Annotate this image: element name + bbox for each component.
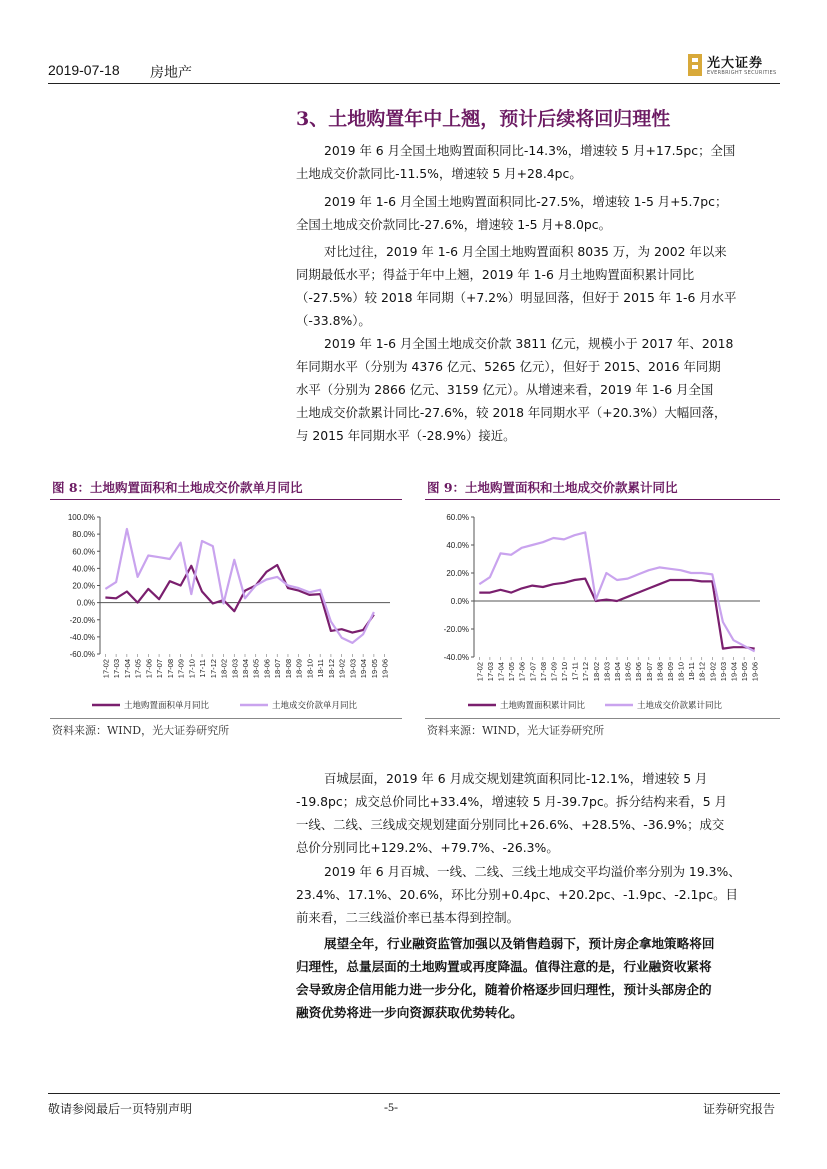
series-line-1: [479, 579, 754, 649]
text-line: （-27.5%）较 2018 年同期（+7.2%）明显回落，但好于 2015 年 1-6 月水平: [296, 290, 737, 305]
x-tick-label: 19-05: [369, 659, 379, 679]
logo-name-en: EVERBRIGHT SECURITIES: [707, 70, 777, 76]
text-line: 2019 年 1-6 月全国土地购置面积同比-27.5%，增速较 1-5 月+5.7pc；: [324, 194, 728, 209]
text-line: 土地成交价款同比-11.5%，增速较 5 月+28.4pc。: [296, 166, 582, 181]
x-tick-label: 19-03: [718, 662, 728, 682]
x-tick-label: 18-04: [241, 659, 250, 679]
x-tick-label: 17-07: [155, 659, 165, 679]
text-line: -19.8pc；成交总价同比+33.4%，增速较 5 月-39.7pc。拆分结构来看，5 月: [296, 794, 728, 809]
footer-divider: [48, 1093, 780, 1094]
y-tick-label: 0.0%: [76, 598, 95, 608]
y-tick-label: -40.0%: [443, 653, 469, 662]
text-line: 同期最低水平；得益于年中上翘，2019 年 1-6 月土地购置面积累计同比: [296, 267, 695, 282]
figure-8-title: 图 8：土地购置面积和土地成交价款单月同比: [52, 480, 303, 495]
figure-8-chart: [50, 503, 402, 718]
x-tick-label: 19-02: [337, 659, 347, 679]
text-line: 2019 年 1-6 月全国土地成交价款 3811 亿元，规模小于 2017 年、2018: [324, 336, 734, 351]
x-tick-label: 18-06: [262, 659, 272, 679]
x-tick-label: 18-12: [326, 659, 336, 679]
y-tick-label: 40.0%: [446, 541, 469, 550]
figure-9-chart: [425, 503, 780, 718]
x-tick-label: 17-11: [570, 662, 580, 681]
text-line: 与 2015 年同期水平（-28.9%）接近。: [296, 428, 516, 443]
text-line: 前来看，二三线溢价率已基本得到控制。: [296, 910, 520, 925]
x-tick-label: 17-06: [517, 662, 527, 682]
footer-report-type: 证券研究报告: [703, 1102, 776, 1116]
y-tick-label: 60.0%: [72, 547, 95, 557]
figure-9-source: 资料来源：WIND，光大证券研究所: [427, 724, 605, 737]
x-tick-label: 17-03: [112, 659, 122, 679]
footer-disclaimer: 敬请参阅最后一页特别声明: [48, 1102, 193, 1116]
legend-label: 土地购置面积累计同比: [500, 700, 586, 710]
x-tick-label: 17-08: [538, 662, 548, 682]
x-tick-label: 19-06: [380, 659, 390, 679]
figure-8-source: 资料来源：WIND，光大证券研究所: [52, 724, 230, 737]
text-line: 土地成交价款累计同比-27.6%，较 2018 年同期水平（+20.3%）大幅回落，: [296, 405, 727, 420]
x-tick-label: 18-10: [305, 659, 315, 679]
x-tick-label: 18-11: [687, 662, 697, 681]
x-tick-label: 18-06: [634, 662, 644, 682]
x-tick-label: 17-05: [133, 659, 143, 679]
figure-8-top-rule: [50, 499, 402, 500]
x-tick-label: 17-10: [560, 662, 570, 682]
figure-9-bottom-rule: [425, 718, 780, 719]
x-tick-label: 17-07: [528, 662, 538, 682]
y-tick-label: -60.0%: [69, 650, 95, 659]
x-tick-label: 18-12: [697, 662, 707, 682]
text-line: 归理性，总量层面的土地购置或再度降温。值得注意的是，行业融资收紧将: [296, 959, 712, 974]
text-line: 全国土地成交价款同比-27.6%，增速较 1-5 月+8.0pc。: [296, 217, 611, 232]
legend-label: 土地购置面积单月同比: [124, 700, 210, 710]
header-divider: [48, 83, 780, 84]
x-tick-label: 17-04: [496, 662, 506, 682]
x-tick-label: 17-04: [122, 659, 132, 679]
page-number: -5-: [384, 1100, 398, 1114]
x-tick-label: 17-08: [165, 659, 175, 679]
text-line: 2019 年 6 月全国土地购置面积同比-14.3%，增速较 5 月+17.5pc；全国: [324, 143, 736, 158]
y-tick-label: 0.0%: [450, 597, 469, 606]
figure-9-top-rule: [425, 499, 780, 500]
y-tick-label: -40.0%: [69, 632, 95, 642]
x-tick-label: 19-06: [750, 662, 760, 682]
x-tick-label: 18-02: [219, 659, 229, 679]
x-tick-label: 17-10: [187, 659, 197, 679]
text-line: （-33.8%）。: [296, 313, 371, 328]
x-tick-label: 19-05: [740, 662, 750, 682]
text-line: 展望全年，行业融资监管加强以及销售趋弱下，预计房企拿地策略将回: [324, 936, 715, 951]
paragraph-6: [296, 860, 780, 929]
logo-mark-icon: [688, 54, 702, 76]
y-tick-label: 20.0%: [446, 569, 469, 578]
paragraph-5: [296, 767, 780, 859]
text-line: 年同期水平（分别为 4376 亿元、5265 亿元），但好于 2015、2016 年同期: [296, 359, 721, 374]
y-tick-label: -20.0%: [69, 615, 95, 625]
conclusion-paragraph: [296, 932, 780, 1024]
text-line: 23.4%、17.1%、20.6%，环比分别+0.4pc、+20.2pc、-1.9pc、-2.1pc。目: [296, 887, 738, 902]
logo-name-cn: 光大证券: [707, 56, 764, 71]
paragraph-2: [296, 190, 776, 236]
x-tick-label: 18-07: [644, 662, 654, 682]
x-tick-label: 18-08: [655, 662, 665, 682]
x-tick-label: 18-05: [623, 662, 633, 682]
x-tick-label: 19-02: [708, 662, 718, 682]
report-industry: 房地产: [150, 65, 192, 81]
x-tick-label: 18-05: [251, 659, 261, 679]
x-tick-label: 17-03: [485, 662, 495, 682]
x-tick-label: 18-09: [294, 659, 304, 679]
x-tick-label: 18-03: [230, 659, 240, 679]
paragraph-1: [296, 139, 776, 185]
x-tick-label: 18-11: [316, 659, 326, 678]
text-line: 百城层面，2019 年 6 月成交规划建筑面积同比-12.1%，增速较 5 月: [324, 771, 708, 786]
figure-9-title: 图 9：土地购置面积和土地成交价款累计同比: [427, 480, 678, 495]
text-line: 融资优势将进一步向资源获取优势转化。: [296, 1005, 523, 1020]
x-tick-label: 18-09: [665, 662, 675, 682]
y-tick-label: -20.0%: [443, 625, 469, 634]
x-tick-label: 18-04: [613, 662, 622, 682]
section-title: 3、土地购置年中上翘，预计后续将回归理性: [296, 108, 671, 130]
x-tick-label: 17-12: [581, 662, 591, 682]
y-tick-label: 100.0%: [67, 513, 95, 522]
x-tick-label: 19-03: [348, 659, 358, 679]
text-line: 2019 年 6 月百城、一线、二线、三线土地成交平均溢价率分别为 19.3%、: [324, 864, 741, 879]
x-tick-label: 17-12: [208, 659, 218, 679]
x-tick-label: 18-08: [283, 659, 293, 679]
x-tick-label: 17-05: [507, 662, 517, 682]
y-tick-label: 80.0%: [72, 530, 95, 540]
text-line: 水平（分别为 2866 亿元、3159 亿元）。从增速来看，2019 年 1-6 月全国: [296, 382, 714, 397]
x-tick-label: 18-02: [591, 662, 601, 682]
y-tick-label: 40.0%: [72, 564, 95, 574]
legend-label: 土地成交价款累计同比: [637, 700, 723, 710]
y-tick-label: 20.0%: [72, 581, 95, 591]
x-tick-label: 17-09: [549, 662, 559, 682]
x-tick-label: 18-03: [602, 662, 612, 682]
x-tick-label: 19-04: [359, 659, 369, 679]
text-line: 会导致房企信用能力进一步分化，随着价格逐步回归理性，预计头部房企的: [296, 982, 712, 997]
text-line: 总价分别同比+129.2%、+79.7%、-26.3%。: [296, 840, 559, 855]
paragraph-4: [296, 332, 776, 447]
text-line: 对比过往，2019 年 1-6 月全国土地购置面积 8035 万，为 2002 年以来: [324, 244, 727, 259]
report-date: 2019-07-18: [48, 62, 120, 78]
series-line-2: [105, 529, 374, 643]
x-tick-label: 17-02: [101, 659, 111, 679]
company-logo: [688, 52, 783, 80]
x-tick-label: 18-07: [273, 659, 283, 679]
x-tick-label: 19-04: [729, 662, 739, 682]
x-tick-label: 17-02: [475, 662, 485, 682]
figure-8-bottom-rule: [50, 718, 402, 719]
x-tick-label: 17-09: [176, 659, 186, 679]
legend-label: 土地成交价款单月同比: [272, 700, 358, 710]
x-tick-label: 18-10: [676, 662, 686, 682]
paragraph-3: [296, 240, 776, 332]
y-tick-label: 60.0%: [446, 513, 469, 522]
text-line: 一线、二线、三线成交规划建面分别同比+26.6%、+28.5%、-36.9%；成交: [296, 817, 725, 832]
x-tick-label: 17-06: [144, 659, 154, 679]
x-tick-label: 17-11: [198, 659, 208, 678]
